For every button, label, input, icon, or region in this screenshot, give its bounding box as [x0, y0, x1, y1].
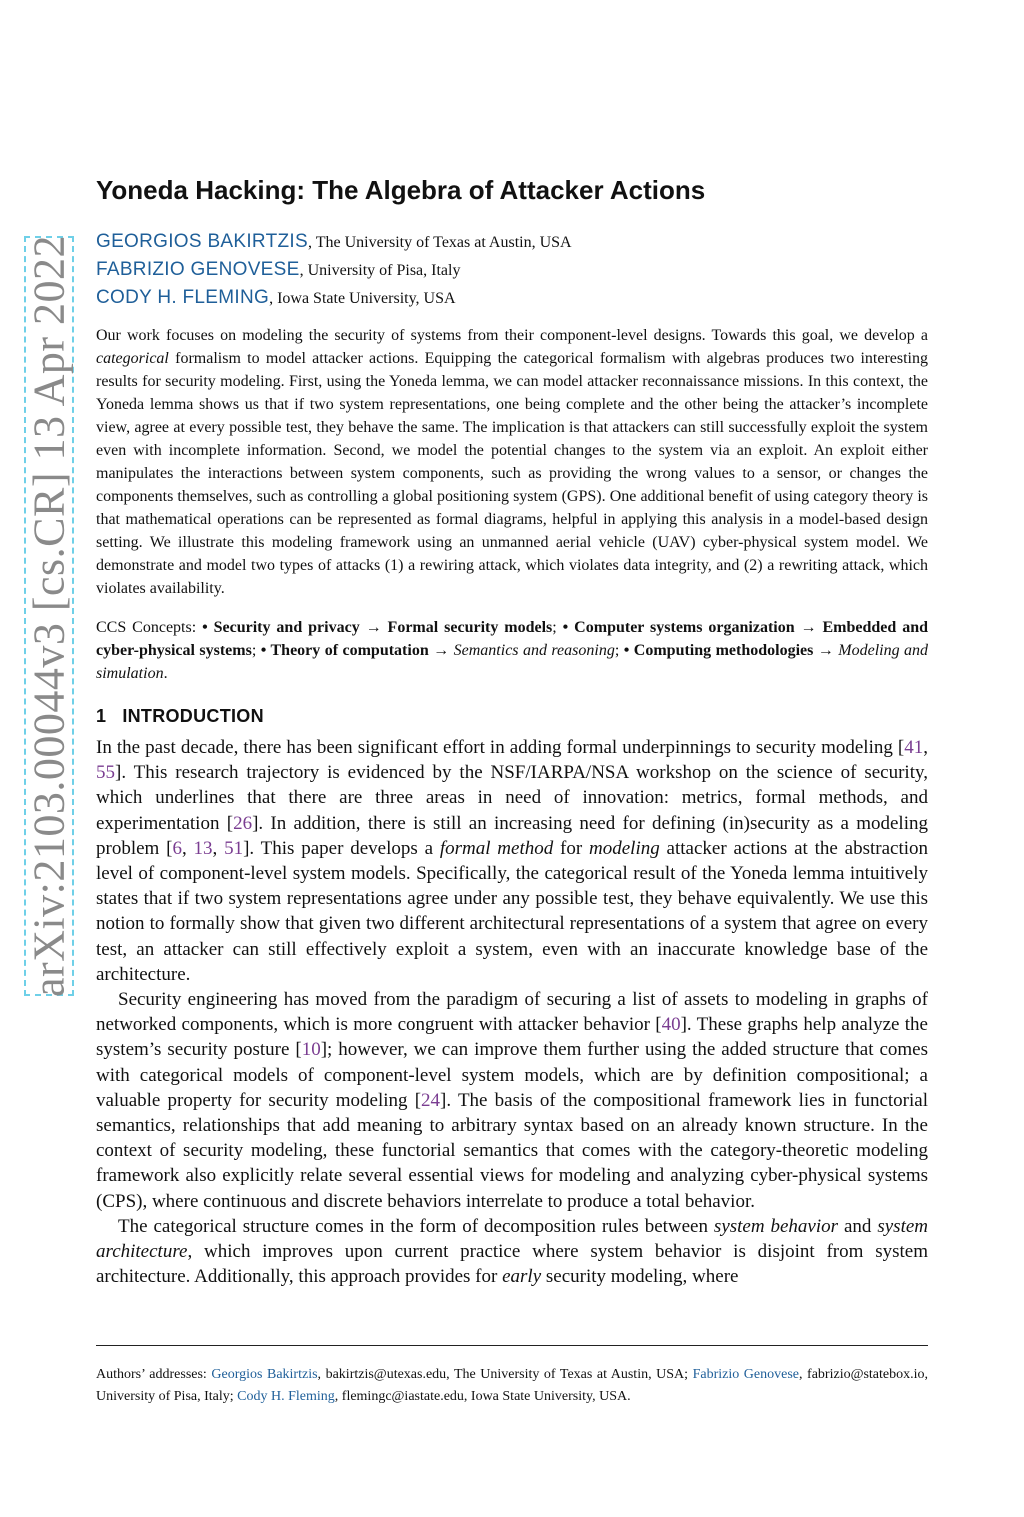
citation-link[interactable]: 24 [421, 1089, 441, 1111]
paper-title: Yoneda Hacking: The Algebra of Attacker Actions [96, 175, 706, 205]
author-entry: GEORGIOS BAKIRTZIS, The University of Texas at Austin, USA [96, 231, 572, 252]
citation-link[interactable]: 6 [172, 837, 182, 859]
citation-link[interactable]: 51 [224, 837, 244, 859]
intro-paragraph-2: Security engineering has moved from the paradigm of securing a list of assets to modeling in graphs of networked components, which is more congruent with attacker behavior [40]. These graphs help analyze the system’s security posture [10]; however, we can improve them further using the added structure that comes with categorical models of component-level system models, which are by definition compositional; a valuable property for security modeling [24]. The basis of the compositional framework lies in functorial semantics, relationships that add meaning to arbitrary syntax based on an already known structure. In the context of security modeling, these functorial semantics that comes with the category-theoretic modeling framework also explicitly relate several essential views for modeling and analyzing cyber-physical systems (CPS), where continuous and discrete behaviors interrelate to produce a total behavior. [96, 989, 928, 1212]
section-heading [96, 701, 928, 731]
footnote-author-link[interactable]: Georgios Bakirtzis [211, 1367, 318, 1382]
author-name: CODY H. FLEMING [96, 287, 270, 308]
citation-link[interactable]: 10 [301, 1039, 321, 1061]
author-entry: CODY H. FLEMING, Iowa State University, USA [96, 287, 456, 308]
citation-link[interactable]: 13 [193, 837, 213, 859]
section-title: INTRODUCTION [122, 706, 264, 726]
authors-addresses-footnote: Authors’ addresses: Georgios Bakirtzis, bakirtzis@utexas.edu, The University of Texas at Austin, USA; Fabrizio Genovese, fabrizio@statebox.io, University of Pisa, Italy; Cody H. Fleming, flemingc@iastate.edu, Iowa State University, USA. [96, 1367, 929, 1404]
footnote-rule [96, 1345, 928, 1346]
author-affiliation: Iowa State University, USA [277, 290, 456, 307]
citation-link[interactable]: 26 [233, 812, 253, 834]
section-number: 1 [96, 706, 107, 726]
author-entry: FABRIZIO GENOVESE, University of Pisa, Italy [96, 259, 461, 280]
author-affiliation: University of Pisa, Italy [307, 262, 461, 279]
citation-link[interactable]: 40 [661, 1014, 681, 1036]
citation-link[interactable]: 55 [96, 762, 115, 784]
author-name: GEORGIOS BAKIRTZIS [96, 231, 308, 252]
footnote-author-link[interactable]: Cody H. Fleming [237, 1389, 335, 1404]
abstract: Our work focuses on modeling the security of systems from their component-level designs. Towards this goal, we develop a categorical formalism to model attacker actions. Equipping the categorical formalism with algebras produces two interesting results for security modeling. First, using the Yoneda lemma, we can model attacker reconnaissance missions. In this context, the Yoneda lemma shows us that if two system representations, one being complete and the other being the attacker’s incomplete view, agree at every possible test, they behave the same. The implication is that attackers can still successfully exploit the system even with incomplete information. Second, we model the potential changes to the system via an exploit. An exploit either manipulates the interactions between system components, such as providing the wrong values to a sensor, or changes the components themselves, such as controlling a global positioning system (GPS). One additional benefit of using category theory is that mathematical operations can be represented as formal diagrams, helpful in applying this analysis in a model-based design setting. We illustrate this modeling framework using an unmanned aerial vehicle (UAV) cyber-physical system model. We demonstrate and model two types of attacks (1) a rewiring attack, which violates data integrity, and (2) a rewriting attack, which violates availability. [96, 327, 928, 597]
arxiv-stamp [24, 236, 74, 996]
ccs-concepts: CCS Concepts: • Security and privacy → Formal security models; • Computer systems organization → Embedded and cyber-physical systems; • Theory of computation → Semantics and reasoning; • Computing methodologies → Modeling and simulation. [96, 619, 929, 682]
intro-paragraph-1: In the past decade, there has been significant effort in adding formal underpinnings to security modeling [41, 55]. This research trajectory is evidenced by the NSF/IARPA/NSA workshop on the science of security, which underlines that there are three areas in need of innovation: metrics, formal methods, and experimentation [26]. In addition, there is still an increasing need for defining (in)security as a modeling problem [6, 13, 51]. This paper develops a formal method for modeling attacker actions at the abstraction level of component-level system models. Specifically, the categorical result of the Yoneda lemma intuitively states that if two system representations agree under any possible test, they behave equivalently. We use this notion to formally show that given two different architectural representations of a system that agree on every test, an attacker can still effectively exploit a system, even with an inaccurate knowledge base of the architecture. [96, 737, 929, 985]
footnote-author-link[interactable]: Fabrizio Genovese [692, 1367, 799, 1382]
author-affiliation: The University of Texas at Austin, USA [315, 234, 572, 251]
author-list [96, 228, 928, 312]
arxiv-stamp-text: arXiv:2103.00044v3 [cs.CR] 13 Apr 2022 [24, 234, 74, 998]
author-name: FABRIZIO GENOVESE [96, 259, 300, 280]
intro-paragraph-3: The categorical structure comes in the form of decomposition rules between system behavior and system architecture, which improves upon current practice where system behavior is disjoint from system architecture. Additionally, this approach provides for early security modeling, where [96, 1215, 928, 1288]
main-content [96, 168, 928, 1289]
citation-link[interactable]: 41 [904, 737, 924, 758]
